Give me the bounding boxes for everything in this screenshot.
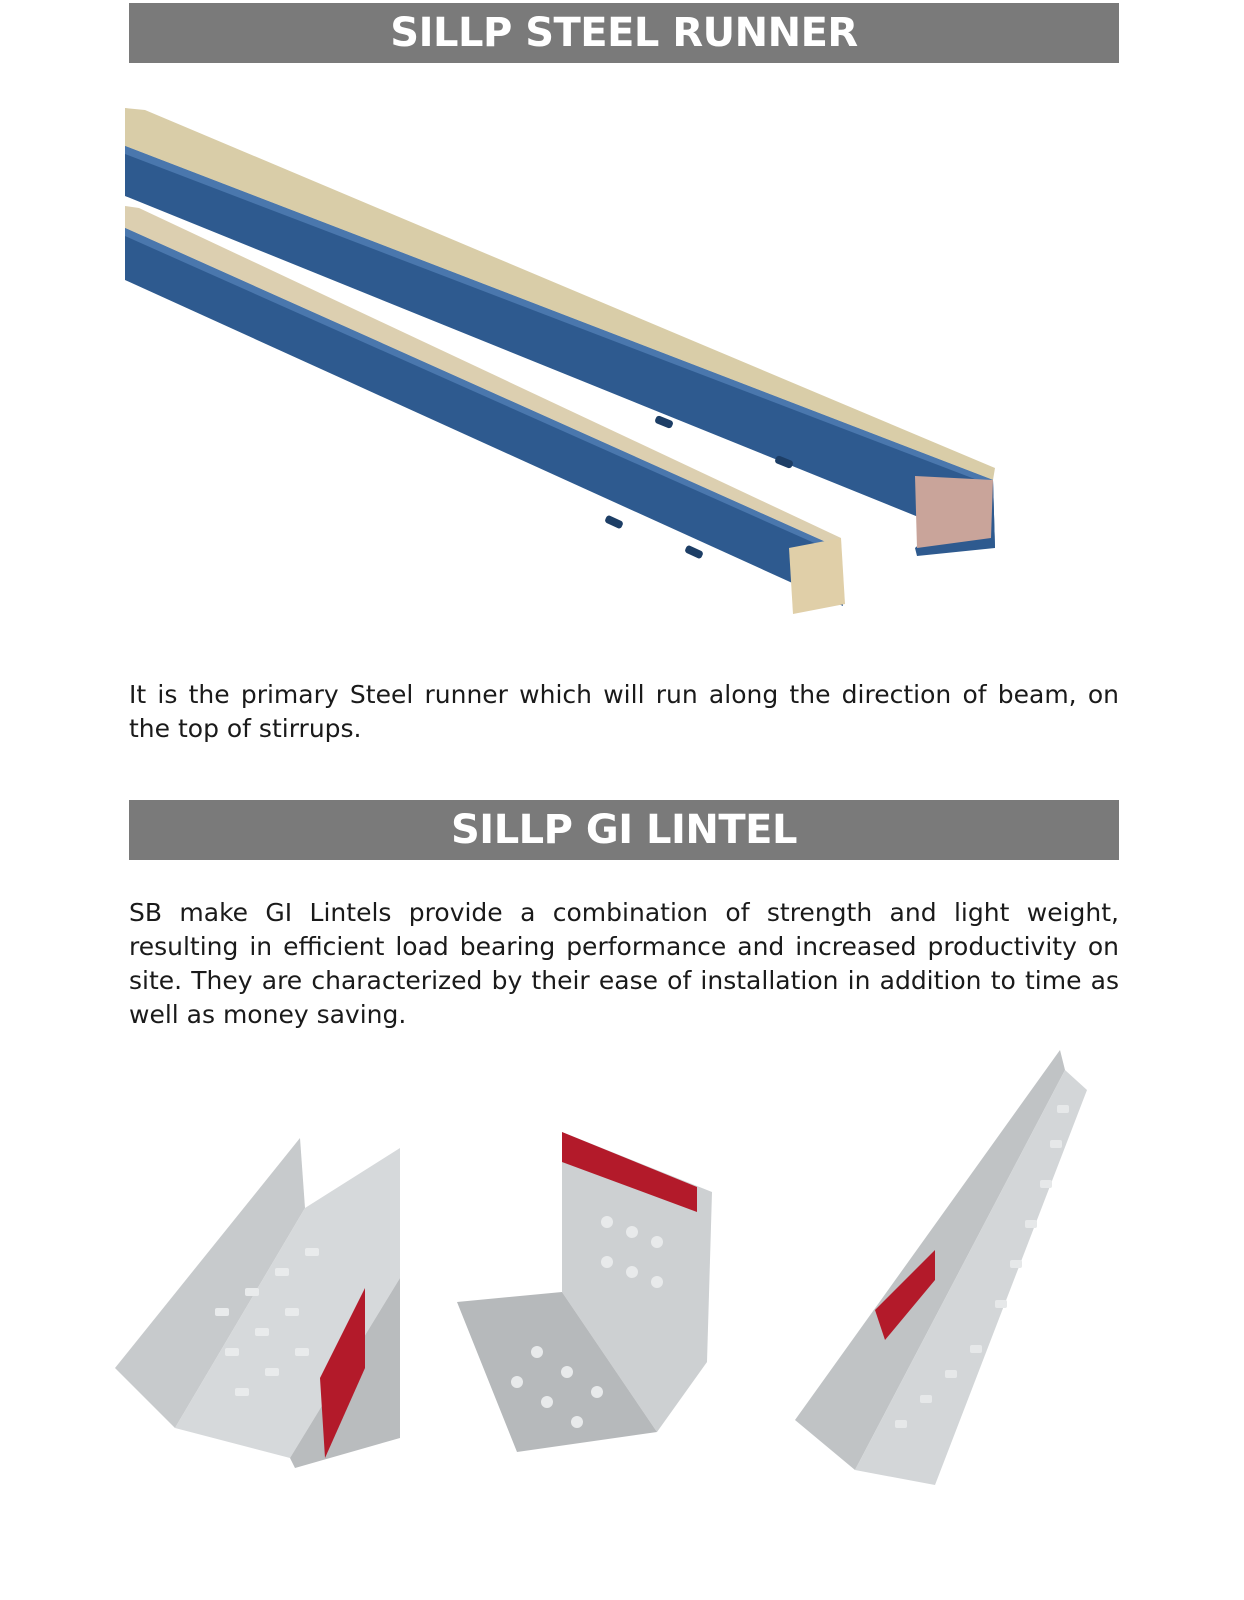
gi-lintel-tray-photo [115, 1128, 410, 1468]
steel-runner-photo [125, 108, 1025, 648]
gi-lintel-description: SB make GI Lintels provide a combination of strength and light weight, resulting in efficient load bearing performance and increased productivity on site. They are characterized by their ease of installation in addition to time as well as money saving. [129, 898, 1119, 1029]
section-title-gi-lintel: SILLP GI LINTEL [129, 800, 1119, 860]
gi-lintel-corner-photo [457, 1132, 719, 1454]
section-title-steel-runner: SILLP STEEL RUNNER [129, 3, 1119, 63]
steel-runner-description: It is the primary Steel runner which will run along the direction of beam, on the top of stirrups. [129, 680, 1119, 743]
gi-lintel-long-photo [795, 1050, 1095, 1490]
